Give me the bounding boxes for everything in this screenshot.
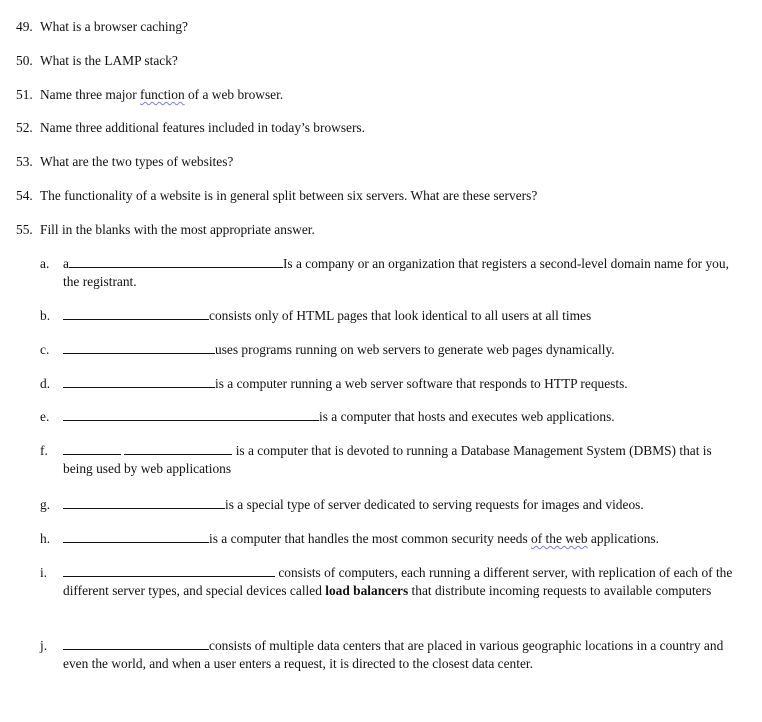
answer-blank-first[interactable] xyxy=(63,442,121,455)
answer-blank[interactable] xyxy=(63,307,209,320)
bold-term: load balancers xyxy=(325,583,409,598)
question-number: 53. xyxy=(16,154,33,169)
question-number: 50. xyxy=(16,53,33,68)
item-text: consists only of HTML pages that look identical to all users at all times xyxy=(209,308,592,323)
item-text-end: that distribute incoming requests to available computers xyxy=(408,583,712,598)
item-letter: c. xyxy=(40,342,50,357)
fill-in-b xyxy=(40,307,740,325)
question-text: Fill in the blanks with the most appropriate answer. xyxy=(40,222,315,237)
answer-blank[interactable] xyxy=(63,637,209,650)
question-text: Name three additional features included in today’s browsers. xyxy=(40,120,365,135)
question-54 xyxy=(16,188,537,204)
item-text: is a computer that handles the most common security needs xyxy=(209,531,532,546)
item-text: is a special type of server dedicated to serving requests for images and videos. xyxy=(225,497,644,512)
item-letter: i. xyxy=(40,565,48,580)
item-prefix: a xyxy=(63,256,69,271)
question-text-end: of a web browser. xyxy=(184,87,284,102)
item-text: is a computer that is devoted to running a Database Management System (DBMS) that is being used by web applications xyxy=(63,443,712,476)
spellcheck-word: function xyxy=(140,87,185,102)
item-text: consists of multiple data centers that are placed in various geographic locations in a country and even the world, and when a user enters a request, it is directed to the closest data center. xyxy=(63,638,724,671)
item-letter: f. xyxy=(40,443,48,458)
item-text: is a computer that hosts and executes web applications. xyxy=(319,409,615,424)
item-letter: d. xyxy=(40,376,51,391)
item-letter: h. xyxy=(40,531,51,546)
fill-in-c xyxy=(40,341,740,359)
question-text: What are the two types of websites? xyxy=(40,154,234,169)
item-text: uses programs running on web servers to generate web pages dynamically. xyxy=(215,342,615,357)
item-text: consists of computers, each running a different server, with replication of each of the different server types, and special devices called xyxy=(63,565,733,598)
item-letter: b. xyxy=(40,308,51,323)
question-51 xyxy=(16,87,283,103)
question-49 xyxy=(16,19,188,35)
question-text: What is the LAMP stack? xyxy=(40,53,178,68)
item-letter: j. xyxy=(40,638,48,653)
question-number: 54. xyxy=(16,188,33,203)
grammar-check-phrase: of the web xyxy=(531,531,588,546)
fill-in-g xyxy=(40,496,740,514)
item-text: Is a company or an organization that registers a second-level domain name for you, the registrant. xyxy=(63,256,729,289)
item-letter: e. xyxy=(40,409,50,424)
question-53 xyxy=(16,154,233,170)
question-number: 51. xyxy=(16,87,33,102)
fill-in-a xyxy=(40,255,740,291)
fill-in-i xyxy=(40,564,740,600)
fill-in-f xyxy=(40,442,740,478)
fill-in-e xyxy=(40,408,740,426)
answer-blank[interactable] xyxy=(63,375,215,388)
fill-in-d xyxy=(40,375,740,393)
question-text: Name three major xyxy=(40,87,141,102)
answer-blank[interactable] xyxy=(63,408,319,421)
question-number: 55. xyxy=(16,222,33,237)
question-number: 52. xyxy=(16,120,33,135)
question-55 xyxy=(16,222,315,238)
fill-in-j xyxy=(40,637,740,673)
item-letter: a. xyxy=(40,256,50,271)
question-number: 49. xyxy=(16,19,33,34)
answer-blank-second[interactable] xyxy=(124,442,232,455)
answer-blank[interactable] xyxy=(63,564,275,577)
question-52 xyxy=(16,120,365,136)
item-letter: g. xyxy=(40,497,51,512)
answer-blank[interactable] xyxy=(69,255,283,268)
fill-in-h xyxy=(40,530,740,548)
answer-blank[interactable] xyxy=(63,530,209,543)
item-text-end: applications. xyxy=(587,531,659,546)
question-50 xyxy=(16,53,178,69)
answer-blank[interactable] xyxy=(63,341,215,354)
answer-blank[interactable] xyxy=(63,496,225,509)
question-text: The functionality of a website is in general split between six servers. What are these servers? xyxy=(40,188,538,203)
question-text: What is a browser caching? xyxy=(40,19,188,34)
item-text: is a computer running a web server software that responds to HTTP requests. xyxy=(215,376,628,391)
